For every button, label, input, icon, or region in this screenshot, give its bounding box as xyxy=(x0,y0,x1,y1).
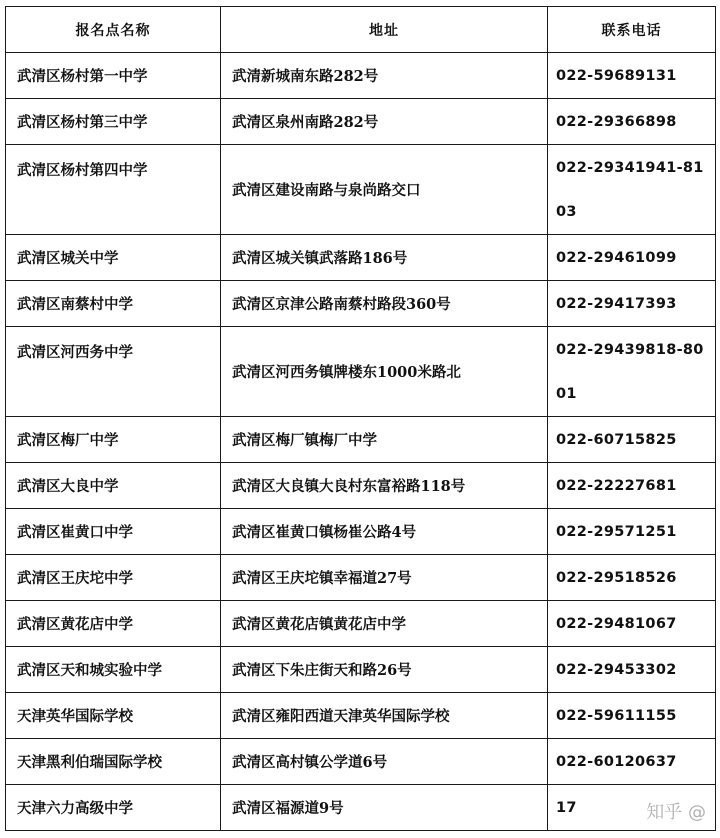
table-row xyxy=(6,53,716,99)
cell-school-name: 武清区城关中学 xyxy=(6,235,221,281)
cell-phone: 022-29571251 xyxy=(548,509,716,555)
cell-address: 武清区城关镇武落路186号 xyxy=(221,235,548,281)
table-row xyxy=(6,327,716,417)
cell-address: 武清区泉州南路282号 xyxy=(221,99,548,145)
cell-address: 武清区崔黄口镇杨崔公路4号 xyxy=(221,509,548,555)
cell-address: 武清区王庆坨镇幸福道27号 xyxy=(221,555,548,601)
cell-phone: 022-29481067 xyxy=(548,601,716,647)
cell-phone: 022-60715825 xyxy=(548,417,716,463)
cell-school-name: 天津六力高级中学 xyxy=(6,785,221,831)
cell-phone: 17 xyxy=(548,785,716,831)
cell-address: 武清区建设南路与泉尚路交口 xyxy=(221,145,548,235)
cell-phone: 022-22227681 xyxy=(548,463,716,509)
cell-phone: 022-60120637 xyxy=(548,739,716,785)
table-row xyxy=(6,145,716,235)
cell-phone: 022-59611155 xyxy=(548,693,716,739)
table-row xyxy=(6,647,716,693)
cell-address: 武清区高村镇公学道6号 xyxy=(221,739,548,785)
cell-address: 武清区雍阳西道天津英华国际学校 xyxy=(221,693,548,739)
table-row xyxy=(6,235,716,281)
cell-school-name: 武清区大良中学 xyxy=(6,463,221,509)
zhihu-watermark: 知乎 @ xyxy=(646,802,706,823)
cell-phone: 022-29461099 xyxy=(548,235,716,281)
registration-points-table xyxy=(5,6,716,831)
cell-phone: 022-29366898 xyxy=(548,99,716,145)
table-row xyxy=(6,739,716,785)
cell-phone: 022-29417393 xyxy=(548,281,716,327)
header-phone: 联系电话 xyxy=(548,7,716,53)
table-row xyxy=(6,785,716,831)
cell-school-name: 武清区河西务中学 xyxy=(6,327,221,417)
table-row xyxy=(6,509,716,555)
cell-school-name: 武清区杨村第三中学 xyxy=(6,99,221,145)
cell-address: 武清区福源道9号 xyxy=(221,785,548,831)
cell-school-name: 武清区梅厂中学 xyxy=(6,417,221,463)
cell-address: 武清区梅厂镇梅厂中学 xyxy=(221,417,548,463)
table-row xyxy=(6,99,716,145)
cell-phone: 022-29341941-8103 xyxy=(548,145,716,235)
table-row xyxy=(6,463,716,509)
cell-school-name: 天津英华国际学校 xyxy=(6,693,221,739)
cell-school-name: 武清区杨村第一中学 xyxy=(6,53,221,99)
table-row xyxy=(6,281,716,327)
cell-phone: 022-29439818-8001 xyxy=(548,327,716,417)
table-row xyxy=(6,601,716,647)
cell-phone: 022-59689131 xyxy=(548,53,716,99)
cell-address: 武清区京津公路南蔡村路段360号 xyxy=(221,281,548,327)
cell-address: 武清区黄花店镇黄花店中学 xyxy=(221,601,548,647)
cell-school-name: 武清区杨村第四中学 xyxy=(6,145,221,235)
table-row xyxy=(6,555,716,601)
cell-phone: 022-29453302 xyxy=(548,647,716,693)
cell-address: 武清区下朱庄街天和路26号 xyxy=(221,647,548,693)
header-address: 地址 xyxy=(221,7,548,53)
cell-school-name: 武清区崔黄口中学 xyxy=(6,509,221,555)
table-header-row xyxy=(6,7,716,53)
cell-address: 武清区大良镇大良村东富裕路118号 xyxy=(221,463,548,509)
cell-address: 武清区河西务镇牌楼东1000米路北 xyxy=(221,327,548,417)
cell-phone: 022-29518526 xyxy=(548,555,716,601)
cell-school-name: 天津黑利伯瑞国际学校 xyxy=(6,739,221,785)
table-body xyxy=(6,53,716,831)
table-row xyxy=(6,693,716,739)
cell-school-name: 武清区王庆坨中学 xyxy=(6,555,221,601)
table-row xyxy=(6,417,716,463)
cell-school-name: 武清区南蔡村中学 xyxy=(6,281,221,327)
header-name: 报名点名称 xyxy=(6,7,221,53)
cell-school-name: 武清区天和城实验中学 xyxy=(6,647,221,693)
cell-address: 武清新城南东路282号 xyxy=(221,53,548,99)
cell-school-name: 武清区黄花店中学 xyxy=(6,601,221,647)
